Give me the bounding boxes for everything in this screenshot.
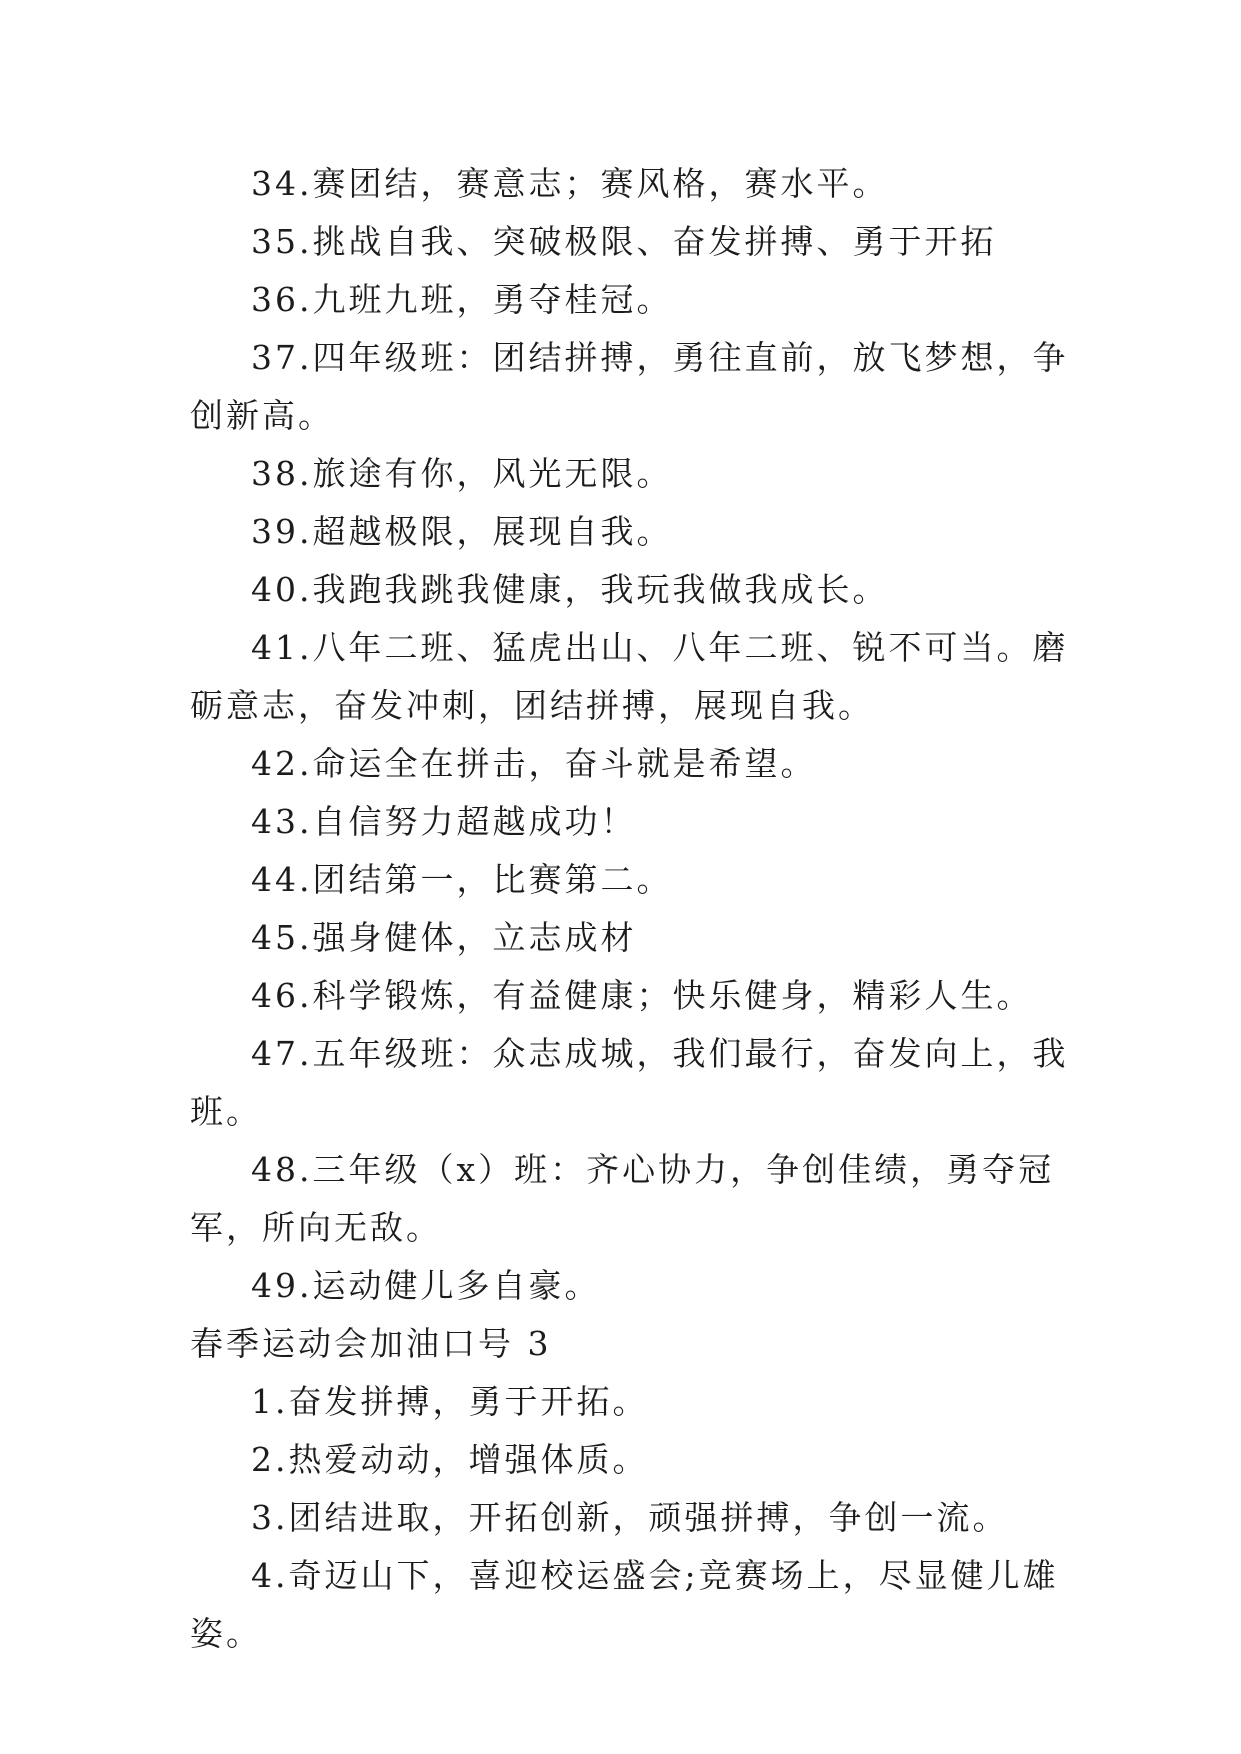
section-title: 春季运动会加油口号 3 [190, 1324, 552, 1363]
section-slogan-3: 3.团结进取，开拓创新，顽强拼搏，争创一流。 [251, 1498, 1009, 1537]
section-slogan-2: 2.热爱动动，增强体质。 [251, 1440, 649, 1479]
slogan-41: 41.八年二班、猛虎出山、八年二班、锐不可当。磨砺意志，奋发冲刺，团结拼搏，展现自我。 [190, 628, 1069, 725]
slogan-38: 38.旅途有你，风光无限。 [251, 454, 673, 493]
slogan-46: 46.科学锻炼，有益健康；快乐健身，精彩人生。 [251, 976, 1033, 1015]
section-slogan-4: 4.奇迈山下，喜迎校运盛会;竞赛场上，尽显健儿雄姿。 [190, 1556, 1059, 1653]
slogan-36: 36.九班九班，勇夺桂冠。 [251, 280, 673, 319]
slogan-45: 45.强身健体，立志成材 [251, 918, 637, 957]
slogan-42: 42.命运全在拼击，奋斗就是希望。 [251, 744, 817, 783]
section-slogan-1: 1.奋发拼搏，勇于开拓。 [251, 1382, 649, 1421]
slogan-49: 49.运动健儿多自豪。 [251, 1266, 601, 1305]
slogan-34: 34.赛团结，赛意志；赛风格，赛水平。 [251, 164, 889, 203]
slogan-48: 48.三年级（x）班：齐心协力，争创佳绩，勇夺冠军，所向无敌。 [190, 1150, 1055, 1247]
document-body [190, 155, 1070, 1663]
slogan-35: 35.挑战自我、突破极限、奋发拼搏、勇于开拓 [251, 222, 997, 261]
slogan-44: 44.团结第一，比赛第二。 [251, 860, 673, 899]
slogan-47: 47.五年级班：众志成城，我们最行，奋发向上，我班。 [190, 1034, 1069, 1131]
slogan-43: 43.自信努力超越成功！ [251, 802, 637, 841]
slogan-37: 37.四年级班：团结拼搏，勇往直前，放飞梦想，争创新高。 [190, 338, 1069, 435]
slogan-40: 40.我跑我跳我健康，我玩我做我成长。 [251, 570, 889, 609]
slogan-39: 39.超越极限，展现自我。 [251, 512, 673, 551]
